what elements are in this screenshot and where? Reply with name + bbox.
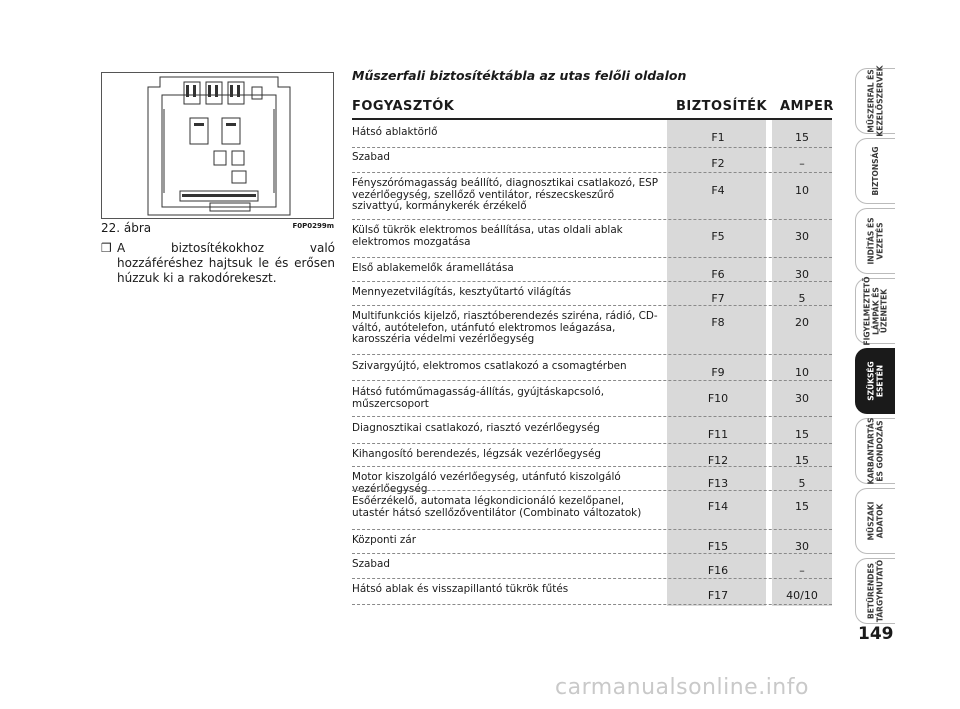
row-divider	[352, 380, 832, 381]
instruction-text: A biztosítékokhoz való hozzáféréshez hajtsuk le és erősen húzzuk ki a rakodórekeszt.	[117, 241, 335, 285]
fuse-id: F5	[711, 230, 725, 243]
chapter-tab[interactable]	[855, 138, 895, 204]
figure-label: 22. ábra	[101, 221, 152, 235]
fuse-id: F8	[711, 316, 725, 329]
amp-value: 5	[798, 292, 806, 305]
consumer-description: Külső tükrök elektromos beállítása, utas oldali ablak elektromos mozgatása	[352, 224, 623, 248]
row-divider	[352, 281, 832, 282]
consumer-description: Motor kiszolgáló vezérlőegység, utánfutó kiszolgáló vezérlőegység	[352, 471, 621, 495]
chapter-tab[interactable]	[855, 418, 895, 484]
consumer-description: Hátsó ablak és visszapillantó tükrök fűtés	[352, 583, 569, 595]
consumer-description: Szivargyújtó, elektromos csatlakozó a csomagtérben	[352, 360, 627, 372]
amp-value: 15	[795, 428, 809, 441]
chapter-tab[interactable]	[855, 208, 895, 274]
bullet-checkbox-icon: ❒	[101, 241, 112, 255]
amp-value: 15	[795, 454, 809, 467]
fuse-id: F2	[711, 157, 725, 170]
fuse-id: F9	[711, 366, 725, 379]
amp-value: 10	[795, 366, 809, 379]
figure-code: F0P0299m	[292, 222, 334, 230]
amp-value: 30	[795, 540, 809, 553]
row-divider	[352, 219, 832, 220]
chapter-tab-label: MŰSZERFAL ÉS KEZELŐSZERVEK	[866, 65, 884, 137]
chapter-tab[interactable]	[855, 488, 895, 554]
row-divider	[352, 257, 832, 258]
row-divider	[352, 443, 832, 444]
chapter-tab[interactable]	[855, 558, 895, 624]
amp-value: –	[799, 157, 805, 170]
row-divider	[352, 578, 832, 579]
amp-value: 15	[795, 500, 809, 513]
fuse-id: F13	[707, 477, 729, 490]
consumer-description: Központi zár	[352, 534, 417, 546]
amp-value: 15	[795, 131, 809, 144]
chapter-tab-label: KARBANTARTÁS ÉS GONDOZÁS	[866, 417, 884, 485]
fuse-box-diagram	[102, 73, 334, 219]
fuse-id: F17	[707, 589, 729, 602]
chapter-tab-label: SZÜKSÉG ESETÉN	[866, 361, 884, 401]
chapter-tab[interactable]	[855, 65, 895, 137]
amp-value: 30	[795, 392, 809, 405]
row-divider	[352, 466, 832, 467]
consumer-description: Kihangosító berendezés, légzsák vezérlőegység	[352, 448, 601, 460]
row-divider	[352, 354, 832, 355]
consumer-description: Szabad	[352, 558, 390, 570]
figure-caption	[101, 221, 334, 235]
chapter-tab-label: BETŰRENDES TÁRGYMUTATÓ	[866, 559, 884, 623]
consumer-description: Multifunkciós kijelző, riasztóberendezés sziréna, rádió, CD-váltó, autótelefon, utánfutó elektromos leágazása, karosszéria védelmi vezérlőegység	[352, 310, 658, 345]
header-consumers: FOGYASZTÓK	[352, 99, 455, 114]
amp-value: 5	[798, 477, 806, 490]
amp-value: –	[799, 564, 805, 577]
consumer-description: Diagnosztikai csatlakozó, riasztó vezérlőegység	[352, 422, 600, 434]
fuse-id: F6	[711, 268, 725, 281]
fuse-id: F14	[707, 500, 729, 513]
chapter-tab-label: BIZTONSÁG	[870, 146, 880, 196]
fuse-id: F10	[707, 392, 729, 405]
consumer-description: Szabad	[352, 151, 390, 163]
consumer-description: Első ablakemelők áramellátása	[352, 262, 514, 274]
page-number: 149	[858, 624, 894, 644]
watermark: carmanualsonline.info	[555, 675, 809, 700]
row-divider	[352, 416, 832, 417]
row-divider	[352, 147, 832, 148]
chapter-tab-label: FIGYELMEZTETŐ LÁMPÁK ÉS ÜZENETEK	[861, 276, 888, 346]
fuse-id: F15	[707, 540, 729, 553]
fuse-id: F4	[711, 184, 725, 197]
consumer-description: Hátsó futóműmagasság-állítás, gyújtáskapcsoló, műszercsoport	[352, 386, 605, 410]
consumer-description: Esőérzékelő, automata légkondicionáló kezelőpanel, utastér hátsó szellőzőventilátor (Combinato változatok)	[352, 495, 642, 519]
header-fuse: BIZTOSÍTÉK	[676, 99, 768, 114]
amp-value: 40/10	[786, 589, 818, 602]
chapter-tab-label: MŰSZAKI ADATOK	[866, 501, 884, 541]
row-divider	[352, 529, 832, 530]
amp-value: 20	[795, 316, 809, 329]
amp-value: 30	[795, 268, 809, 281]
fuse-id: F11	[707, 428, 729, 441]
consumer-description: Mennyezetvilágítás, kesztyűtartó világítás	[352, 286, 572, 298]
instruction-paragraph	[101, 241, 335, 286]
fuse-id: F12	[707, 454, 729, 467]
header-amp: AMPER	[780, 99, 834, 114]
row-divider	[352, 604, 832, 605]
chapter-tab[interactable]	[855, 348, 895, 414]
chapter-tab-label: INDÍTÁS ÉS VEZETÉS	[866, 217, 884, 265]
chapter-tab[interactable]	[855, 278, 895, 344]
row-divider	[352, 172, 832, 173]
fuse-id: F7	[711, 292, 725, 305]
amp-value: 10	[795, 184, 809, 197]
consumer-description: Fényszórómagasság beállító, diagnosztikai csatlakozó, ESP vezérlőegység, szellőző ventilátor, részecskeszűrő szivattyú, kormánykerék érzékelő	[352, 177, 659, 212]
row-divider	[352, 490, 832, 491]
row-divider	[352, 553, 832, 554]
amp-value: 30	[795, 230, 809, 243]
table-title: Műszerfali biztosítéktábla az utas felőli oldalon	[352, 68, 687, 83]
consumer-description: Hátsó ablaktörlő	[352, 126, 438, 138]
fuse-id: F1	[711, 131, 725, 144]
fuse-box-figure	[101, 72, 334, 219]
row-divider	[352, 305, 832, 306]
fuse-id: F16	[707, 564, 729, 577]
